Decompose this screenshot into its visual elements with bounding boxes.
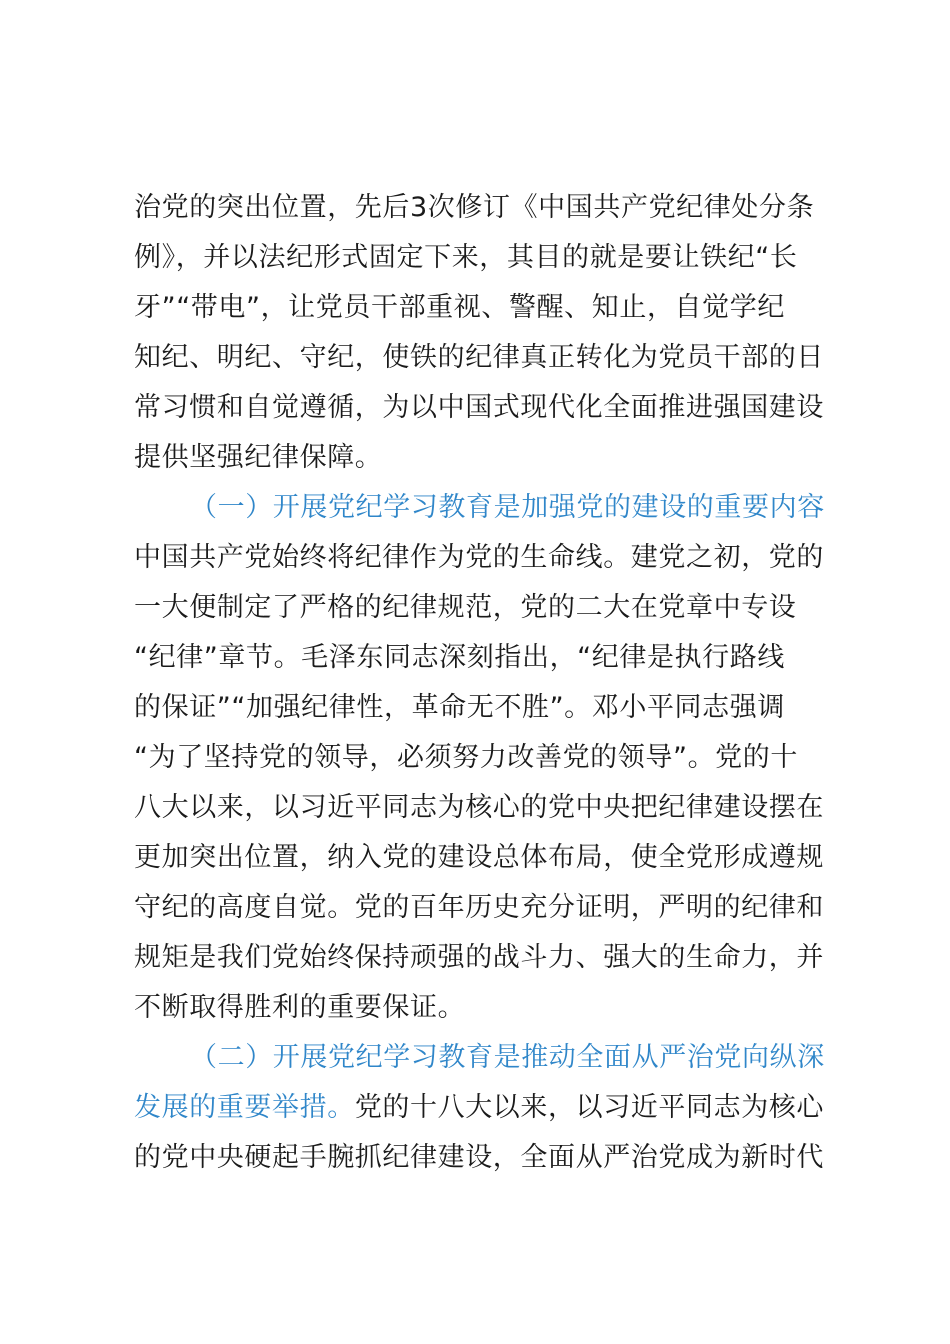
paragraph-line: “为了坚持党的领导，必须努力改善党的领导”。党的十: [134, 742, 798, 773]
paragraph-line: 例》，并以法纪形式固定下来，其目的就是要让铁纪“长: [134, 242, 798, 273]
paragraph-line: 常习惯和自觉遵循，为以中国式现代化全面推进强国建设: [134, 392, 824, 423]
paragraph-line: 的保证”“加强纪律性，革命无不胜”。邓小平同志强调: [134, 692, 785, 723]
paragraph-line: 规矩是我们党始终保持顽强的战斗力、强大的生命力，并: [134, 942, 824, 973]
section-heading-2-continuation: 发展的重要举措。: [134, 1092, 355, 1123]
paragraph-line: 提供坚强纪律保障。: [134, 442, 383, 473]
paragraph-line: [134, 1083, 834, 1133]
paragraph-line: 不断取得胜利的重要保证。: [134, 992, 466, 1023]
paragraph-line: 更加突出位置，纳入党的建设总体布局，使全党形成遵规: [134, 842, 824, 873]
paragraph-line: 牙”“带电”，让党员干部重视、警醒、知止，自觉学纪: [134, 292, 785, 323]
paragraph-line: 治党的突出位置，先后3次修订《中国共产党纪律处分条: [134, 192, 815, 223]
section-heading-2: （二）开展党纪学习教育是推动全面从严治党向纵深: [190, 1042, 825, 1073]
paragraph-line: 中国共产党始终将纪律作为党的生命线。建党之初，党的: [134, 542, 824, 573]
paragraph-text: 党的十八大以来，以习近平同志为核心: [354, 1092, 825, 1123]
paragraph-line: “纪律”章节。毛泽东同志深刻指出，“纪律是执行路线: [134, 642, 785, 673]
paragraph-line: 一大便制定了严格的纪律规范，党的二大在党章中专设: [134, 592, 797, 623]
body-text: [134, 183, 834, 1183]
paragraph-line: 守纪的高度自觉。党的百年历史充分证明，严明的纪律和: [134, 892, 824, 923]
paragraph-line: 知纪、明纪、守纪，使铁的纪律真正转化为党员干部的日: [134, 342, 824, 373]
paragraph-line: 的党中央硬起手腕抓纪律建设，全面从严治党成为新时代: [134, 1142, 824, 1173]
section-heading-1: （一）开展党纪学习教育是加强党的建设的重要内容: [190, 492, 825, 523]
paragraph-line: 八大以来，以习近平同志为核心的党中央把纪律建设摆在: [134, 792, 824, 823]
